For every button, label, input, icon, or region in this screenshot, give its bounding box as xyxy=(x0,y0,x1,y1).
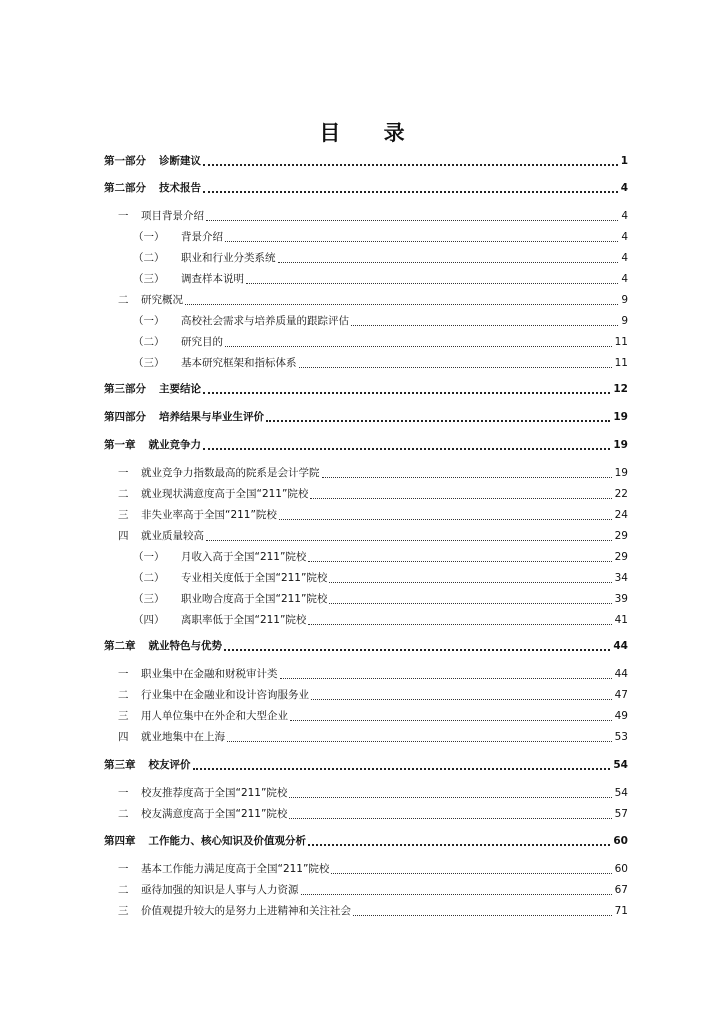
toc-leader-dots xyxy=(266,406,610,422)
toc-entry[interactable] xyxy=(0,153,724,169)
toc-entry-page: 47 xyxy=(614,689,628,701)
toc-entry-page: 19 xyxy=(614,467,628,479)
toc-leader-dots xyxy=(308,609,611,625)
toc-entry[interactable] xyxy=(0,528,724,544)
toc-entry-number: 第四章 xyxy=(104,835,136,847)
toc-leader-dots xyxy=(203,434,610,450)
toc-entry[interactable] xyxy=(0,806,724,822)
toc-entry-page: 49 xyxy=(614,710,628,722)
toc-entry-title: 就业竞争力 xyxy=(148,439,201,451)
toc-entry-title: 专业相关度低于全国“211”院校 xyxy=(181,572,328,584)
toc-entry-title: 行业集中在金融业和设计咨询服务业 xyxy=(141,689,309,701)
toc-entry[interactable] xyxy=(0,687,724,703)
toc-leader-dots xyxy=(227,726,612,742)
toc-entry[interactable] xyxy=(0,208,724,224)
toc-entry-number: 一 xyxy=(118,210,129,222)
toc-leader-dots xyxy=(279,504,612,520)
toc-entry-page: 4 xyxy=(621,252,628,264)
toc-entry-title: 高校社会需求与培养质量的跟踪评估 xyxy=(181,315,349,327)
toc-entry-title: 项目背景介绍 xyxy=(141,210,204,222)
toc-entry-number: 二 xyxy=(118,884,129,896)
toc-entry[interactable] xyxy=(0,313,724,329)
toc-entry-page: 1 xyxy=(620,155,628,167)
toc-leader-dots xyxy=(289,782,611,798)
toc-entry-number: 二 xyxy=(118,808,129,820)
toc-entry-page: 53 xyxy=(614,731,628,743)
toc-entry[interactable] xyxy=(0,486,724,502)
toc-entry-number: （三） xyxy=(133,593,165,605)
toc-entry-page: 29 xyxy=(614,551,628,563)
toc-entry-title: 职业和行业分类系统 xyxy=(181,252,276,264)
toc-leader-dots xyxy=(290,705,612,721)
toc-entry-title: 基本工作能力满足度高于全国“211”院校 xyxy=(141,863,330,875)
toc-leader-dots xyxy=(299,352,612,368)
toc-leader-dots xyxy=(225,331,612,347)
toc-leader-dots xyxy=(310,483,611,499)
toc-entry-page: 44 xyxy=(613,640,628,652)
toc-entry-title: 离职率低于全国“211”院校 xyxy=(181,614,307,626)
toc-entry-title: 校友评价 xyxy=(148,759,191,771)
toc-entry[interactable] xyxy=(0,180,724,196)
toc-entry[interactable] xyxy=(0,549,724,565)
toc-title: 目 录 xyxy=(319,121,423,145)
toc-entry-title: 校友推荐度高于全国“211”院校 xyxy=(141,787,288,799)
toc-entry-number: 三 xyxy=(118,905,129,917)
toc-entry[interactable] xyxy=(0,903,724,919)
toc-entry[interactable] xyxy=(0,465,724,481)
toc-entry-number: 一 xyxy=(118,668,129,680)
toc-entry-title: 非失业率高于全国“211”院校 xyxy=(141,509,277,521)
toc-entry-number: 三 xyxy=(118,509,129,521)
toc-entry-page: 4 xyxy=(621,273,628,285)
toc-entry-title: 就业竞争力指数最高的院系是会计学院 xyxy=(141,467,320,479)
toc-entry[interactable] xyxy=(0,785,724,801)
toc-leader-dots xyxy=(308,546,611,562)
toc-entry[interactable] xyxy=(0,882,724,898)
toc-entry-number: 二 xyxy=(118,689,129,701)
toc-entry-page: 11 xyxy=(614,357,628,369)
toc-entry-number: （三） xyxy=(133,357,165,369)
toc-leader-dots xyxy=(329,567,611,583)
toc-entry-page: 44 xyxy=(614,668,628,680)
toc-entry-page: 9 xyxy=(621,294,628,306)
toc-entry[interactable] xyxy=(0,437,724,453)
toc-entry-page: 67 xyxy=(614,884,628,896)
toc-entry-title: 职业吻合度高于全国“211”院校 xyxy=(181,593,328,605)
toc-entry-number: 第四部分 xyxy=(104,411,146,423)
toc-entry-title: 主要结论 xyxy=(159,383,201,395)
toc-entry-title: 基本研究框架和指标体系 xyxy=(181,357,297,369)
toc-entry-number: 第一部分 xyxy=(104,155,146,167)
toc-entry[interactable] xyxy=(0,861,724,877)
toc-entry-number: （一） xyxy=(133,231,165,243)
toc-entry-page: 12 xyxy=(613,383,628,395)
toc-entry-page: 24 xyxy=(614,509,628,521)
toc-leader-dots xyxy=(185,289,618,305)
toc-entry[interactable] xyxy=(0,612,724,628)
toc-entry-number: 二 xyxy=(118,294,129,306)
toc-entry-page: 29 xyxy=(614,530,628,542)
toc-entry-page: 60 xyxy=(613,835,628,847)
toc-entry[interactable] xyxy=(0,729,724,745)
toc-entry-page: 4 xyxy=(621,231,628,243)
toc-leader-dots xyxy=(193,754,611,770)
toc-entry-number: 一 xyxy=(118,863,129,875)
toc-entry-number: 四 xyxy=(118,530,129,542)
toc-leader-dots xyxy=(331,858,611,874)
toc-entry-number: 第二部分 xyxy=(104,182,146,194)
toc-entry-page: 9 xyxy=(621,315,628,327)
toc-entry[interactable] xyxy=(0,381,724,397)
toc-leader-dots xyxy=(280,663,612,679)
toc-entry-page: 11 xyxy=(614,336,628,348)
toc-entry[interactable] xyxy=(0,292,724,308)
toc-entry-title: 职业集中在金融和财税审计类 xyxy=(141,668,278,680)
toc-entry[interactable] xyxy=(0,334,724,350)
toc-entry-number: 第一章 xyxy=(104,439,136,451)
toc-entry-page: 22 xyxy=(614,488,628,500)
toc-leader-dots xyxy=(246,268,618,284)
toc-leader-dots xyxy=(329,588,611,604)
toc-entry-number: （一） xyxy=(133,551,165,563)
toc-entry[interactable] xyxy=(0,757,724,773)
toc-leader-dots xyxy=(203,378,610,394)
toc-leader-dots xyxy=(203,177,618,193)
toc-entry-page: 19 xyxy=(613,411,628,423)
toc-entry-number: 一 xyxy=(118,467,129,479)
toc-leader-dots xyxy=(289,803,611,819)
toc-entry-page: 39 xyxy=(614,593,628,605)
toc-entry-number: （二） xyxy=(133,572,165,584)
toc-entry[interactable] xyxy=(0,271,724,287)
toc-entry-title: 校友满意度高于全国“211”院校 xyxy=(141,808,288,820)
toc-entry-number: （二） xyxy=(133,252,165,264)
toc-entry[interactable] xyxy=(0,638,724,654)
toc-entry-title: 用人单位集中在外企和大型企业 xyxy=(141,710,288,722)
toc-entry-number: （二） xyxy=(133,336,165,348)
toc-entry-number: 第三章 xyxy=(104,759,136,771)
toc-entry-page: 54 xyxy=(614,787,628,799)
toc-entry-title: 研究概况 xyxy=(141,294,183,306)
toc-entry-number: 第二章 xyxy=(104,640,136,652)
toc-leader-dots xyxy=(308,830,610,846)
toc-leader-dots xyxy=(225,226,618,242)
toc-entry-number: 一 xyxy=(118,787,129,799)
toc-entry-number: 三 xyxy=(118,710,129,722)
toc-leader-dots xyxy=(322,462,612,478)
toc-entry-page: 71 xyxy=(614,905,628,917)
toc-entry[interactable] xyxy=(0,708,724,724)
toc-entry[interactable] xyxy=(0,355,724,371)
toc-entry-title: 就业质量较高 xyxy=(141,530,204,542)
toc-entry-title: 调查样本说明 xyxy=(181,273,244,285)
toc-entry-page: 19 xyxy=(613,439,628,451)
toc-entry-number: （三） xyxy=(133,273,165,285)
toc-leader-dots xyxy=(206,205,618,221)
toc-entry[interactable] xyxy=(0,666,724,682)
toc-entry-number: （四） xyxy=(133,614,165,626)
toc-entry-title: 工作能力、核心知识及价值观分析 xyxy=(148,835,306,847)
toc-entry-number: 第三部分 xyxy=(104,383,146,395)
toc-entry-title: 研究目的 xyxy=(181,336,223,348)
toc-entry-page: 54 xyxy=(613,759,628,771)
toc-entry-title: 就业地集中在上海 xyxy=(141,731,225,743)
toc-entry[interactable] xyxy=(0,570,724,586)
toc-entry-page: 57 xyxy=(614,808,628,820)
toc-entry-title: 培养结果与毕业生评价 xyxy=(159,411,264,423)
toc-leader-dots xyxy=(351,310,618,326)
toc-entry-title: 月收入高于全国“211”院校 xyxy=(181,551,307,563)
toc-entry[interactable] xyxy=(0,229,724,245)
toc-entry[interactable] xyxy=(0,507,724,523)
toc-entry[interactable] xyxy=(0,833,724,849)
toc-entry-number: 四 xyxy=(118,731,129,743)
toc-entry-number: 二 xyxy=(118,488,129,500)
toc-entry-page: 41 xyxy=(614,614,628,626)
toc-leader-dots xyxy=(203,150,618,166)
toc-leader-dots xyxy=(224,635,610,651)
toc-leader-dots xyxy=(206,525,612,541)
toc-entry-number: （一） xyxy=(133,315,165,327)
toc-leader-dots xyxy=(353,900,612,916)
toc-leader-dots xyxy=(301,879,612,895)
toc-entry-page: 4 xyxy=(621,210,628,222)
toc-entry-title: 亟待加强的知识是人事与人力资源 xyxy=(141,884,299,896)
toc-entry-title: 背景介绍 xyxy=(181,231,223,243)
toc-entry-page: 60 xyxy=(614,863,628,875)
toc-leader-dots xyxy=(278,247,619,263)
toc-entry-page: 34 xyxy=(614,572,628,584)
toc-entry-title: 诊断建议 xyxy=(159,155,201,167)
toc-entry-title: 价值观提升较大的是努力上进精神和关注社会 xyxy=(141,905,351,917)
toc-entry-page: 4 xyxy=(620,182,628,194)
toc-entry-title: 技术报告 xyxy=(159,182,201,194)
toc-entry-title: 就业特色与优势 xyxy=(148,640,222,652)
toc-entry-title: 就业现状满意度高于全国“211”院校 xyxy=(141,488,309,500)
toc-entry[interactable] xyxy=(0,409,724,425)
toc-entry[interactable] xyxy=(0,250,724,266)
toc-entry[interactable] xyxy=(0,591,724,607)
toc-leader-dots xyxy=(311,684,612,700)
